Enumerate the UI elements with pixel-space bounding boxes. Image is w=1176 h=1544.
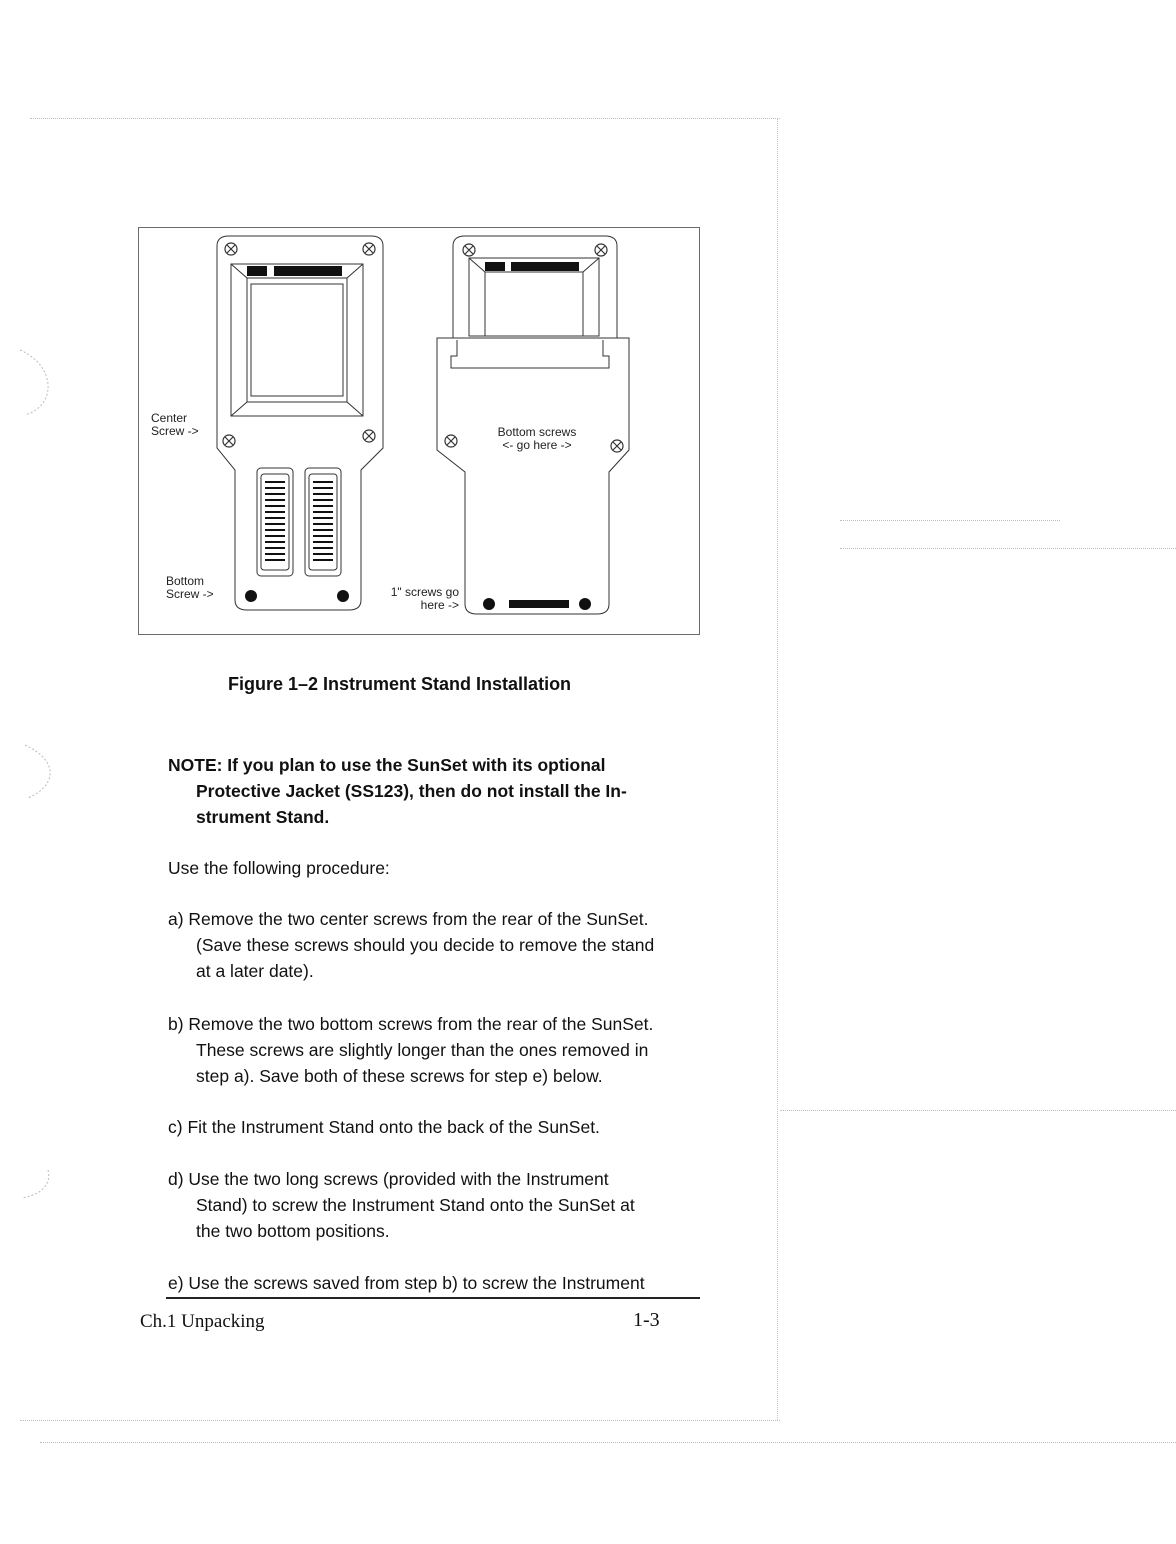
figure-caption: Figure 1–2 Instrument Stand Installation [228,674,572,694]
footer-rule [166,1297,700,1299]
scan-line-mid-right-2 [840,520,1060,521]
scan-line-bottom [20,1420,780,1421]
step-b [168,1011,700,1089]
step-b-line-3: step a). Save both of these screws for step e) below. [196,1066,603,1086]
note-line-1: NOTE: If you plan to use the SunSet with its optional [168,755,606,775]
footer-chapter: Ch.1 Unpacking [140,1311,265,1332]
step-a-line-2: (Save these screws should you decide to remove the stand [196,935,655,955]
note-line-2: Protective Jacket (SS123), then do not install the In- [196,781,627,801]
step-a-line-3: at a later date). [196,961,314,981]
step-d-line-2: Stand) to screw the Instrument Stand onto the SunSet at [196,1195,635,1215]
center-screw-label: Center Screw -> [151,411,199,438]
step-d-line-1: d) Use the two long screws (provided with the Instrument [168,1169,609,1189]
scan-line-bottom-2 [40,1442,1176,1443]
scan-line-top [30,118,780,119]
scan-line-mid-right-3 [840,548,1176,549]
long-screws-label: 1" screws go here -> [390,585,459,612]
scan-line-mid-right [780,1110,1176,1111]
figure-frame [138,227,700,635]
hole-punch-marks [0,330,60,1230]
bottom-screw-label: Bottom Screw -> [166,574,214,601]
step-a [168,906,700,984]
bottom-screws-stand-label: Bottom screws <- go here -> [497,425,577,452]
scan-line-right [777,118,778,1420]
step-e-line-1: e) Use the screws saved from step b) to screw the Instrument [168,1273,645,1293]
instrument-stand-diagram [139,228,701,636]
step-c [168,1114,700,1140]
note-block [168,752,700,830]
footer-page-number: 1-3 [633,1309,660,1331]
step-d [168,1166,700,1244]
step-a-line-1: a) Remove the two center screws from the rear of the SunSet. [168,909,649,929]
step-b-line-1: b) Remove the two bottom screws from the rear of the SunSet. [168,1014,654,1034]
step-e [168,1270,700,1296]
step-d-line-3: the two bottom positions. [196,1221,390,1241]
intro-paragraph: Use the following procedure: [168,858,390,878]
step-b-line-2: These screws are slightly longer than the ones removed in [196,1040,649,1060]
note-line-3: strument Stand. [196,807,330,827]
step-c-line-1: c) Fit the Instrument Stand onto the back of the SunSet. [168,1117,600,1137]
